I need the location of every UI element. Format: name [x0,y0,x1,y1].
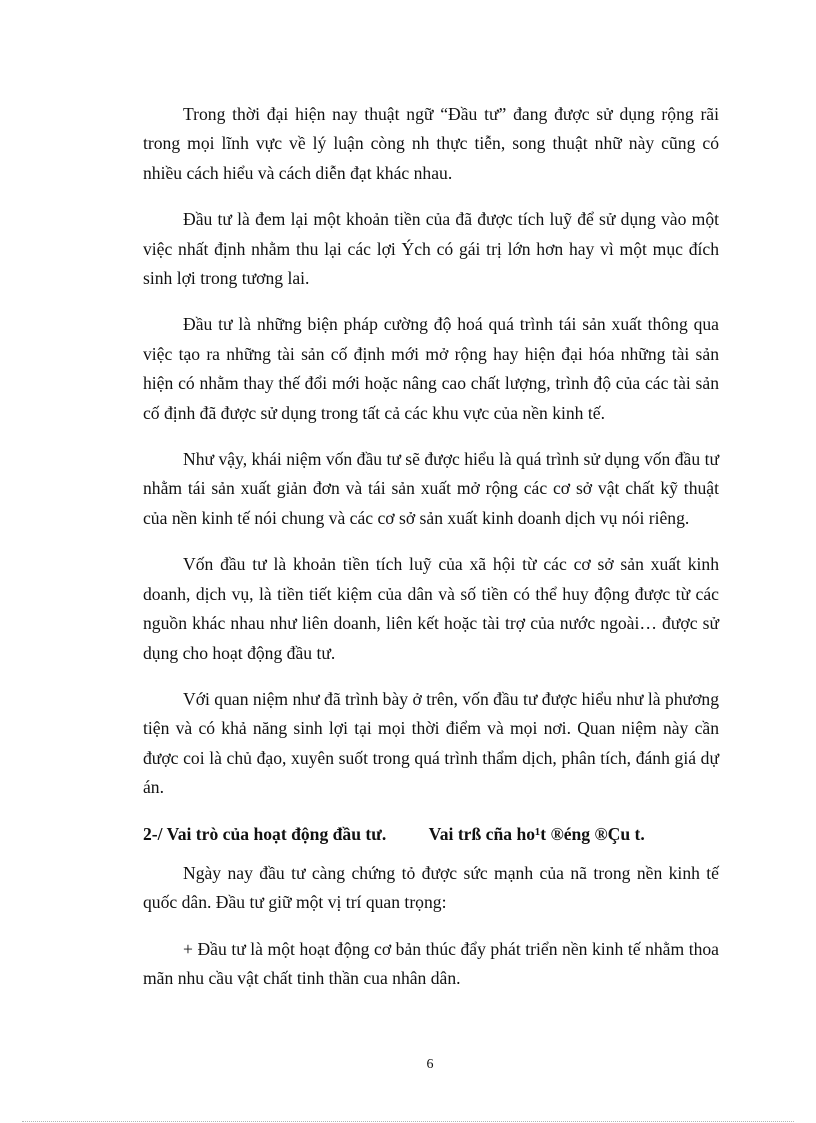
paragraph-investment-capital-view: Với quan niệm như đã trình bày ở trên, vốn đầu tư được hiểu như là phương tiện và có khả năng sinh lợi tại mọi thời điểm và mọi nơi. Quan niệm này cần được coi là chủ đạo, xuyên suốt trong quá trình thẩm dịch, phân tích, đánh giá dự án. [143,688,719,798]
section-heading [143,820,719,849]
section-heading-text: 2-/ Vai trò của hoạt động đầu tư. [143,823,387,844]
paragraph-investment-definition-1: Đầu tư là đem lại một khoản tiền của đã được tích luỹ để sử dụng vào một việc nhất định nhằm thu lại các lợi Ých có gái trị lớn hơn hay vì một mục đích sinh lợi trong tương lai. [143,209,719,289]
paragraph-investment-definition-2: Đầu tư là những biện pháp cường độ hoá quá trình tái sản xuất thông qua việc tạo ra những tài sản cố định mới mở rộng hay hiện đại hóa những tài sản hiện có nhằm thay thế đổi mới hoặc nâng cao chất lượng, trình độ của các tài sản cố định đã được sử dụng trong tất cả các khu vực của nền kinh tế. [143,314,719,423]
paragraph-investment-capital-concept: Như vậy, khái niệm vốn đầu tư sẽ được hiểu là quá trình sử dụng vốn đầu tư nhằm tái sản xuất giản đơn và tái sản xuất mở rộng các cơ sở vật chất kỹ thuật của nền kinh tế nói chung và các cơ sở sản xuất kinh doanh dịch vụ nói riêng. [143,449,719,528]
page-number: 6 [426,1057,434,1072]
section-heading-garbled-text: Vai trß cña ho¹t ®éng ®Çu t. [428,823,645,844]
paragraph-investment-role: Ngày nay đầu tư càng chứng tỏ được sức mạnh của nã trong nền kinh tế quốc dân. Đầu tư giữ một vị trí quan trọng: [143,862,719,913]
paragraph-investment-role-item: + Đầu tư là một hoạt động cơ bản thúc đẩy phát triển nền kinh tế nhằm thoa mãn nhu cầu vật chất tinh thần cua nhân dân. [143,938,719,989]
page-bottom-divider [22,1121,794,1122]
paragraph-investment-capital-source: Vốn đầu tư là khoản tiền tích luỹ của xã hội từ các cơ sở sản xuất kinh doanh, dịch vụ, là tiền tiết kiệm của dân và số tiền có thể huy động được từ các nguồn khác nhau như liên doanh, liên kết hoặc tài trợ của nước ngoài… được sử dụng cho hoạt động đầu tư. [143,554,719,663]
document-body [143,100,719,1011]
paragraph-investment-term: Trong thời đại hiện nay thuật ngữ “Đầu tư” đang được sử dụng rộng rãi trong mọi lĩnh vực về lý luận còng nh thực tiễn, song thuật nhữ này cũng có nhiều cách hiểu và cách diễn đạt khác nhau. [143,104,719,183]
